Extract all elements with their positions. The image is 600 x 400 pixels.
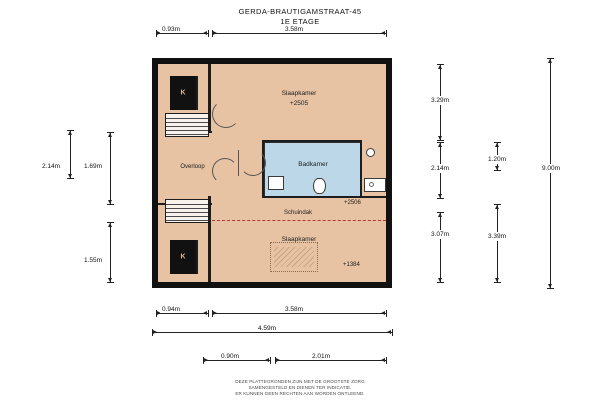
dim-rightmid-tick-d [494,282,501,283]
dim-left-3-label: 1.55m [84,257,103,264]
dim-bottom1-2-line [212,313,386,314]
staircase-down [165,199,209,223]
page-subtitle: 1E ETAGE [280,17,320,26]
dim-right-2-label: 2.14m [431,165,450,172]
dim-bottom1-tick-d [386,310,387,317]
dim-bottom3-tick-d [386,357,387,364]
dim-top-arrow-c [213,31,217,35]
dim-bottom1-tick-b [208,310,209,317]
room-overloop [173,132,212,204]
dim-left-tick-f [107,282,114,283]
dim-rightmid-2-line [497,204,498,282]
dim-right-3-line [440,212,441,282]
dim-right-arrow-c [438,143,442,147]
dim-top-1-label: 0.93m [162,26,181,33]
dim-right-tick-f [437,282,444,283]
dim-left-tick-d [107,204,114,205]
dim-top-1-line [156,33,208,34]
hatched-area [270,242,318,272]
room-slaapkamer-top [212,64,386,132]
dim-right-arrow-e [438,213,442,217]
dim-bottom2-line [152,332,392,333]
dim-bottom3-1-line [203,360,270,361]
dim-left-arrow-d [108,200,112,204]
dim-rightmid-arrow-d [495,278,499,282]
toilet-icon [313,178,326,194]
dim-rightmid-arrow-b [495,166,499,170]
dim-bottom3-arrow-d [381,358,385,362]
dim-rightouter-label: 9.00m [542,165,561,172]
closet-top [170,76,196,110]
wall-bath-right [360,140,362,198]
dim-top-2-line [212,33,386,34]
dim-rightouter-arrow-b [548,284,552,288]
dim-right-1-label: 3.29m [431,97,450,104]
dim-left-arrow-c [108,133,112,137]
schuindak-label: Schuindak [284,210,313,216]
dim-right-3-label: 3.07m [431,231,450,238]
dim-left-tick-b [67,178,74,179]
dim-top-arrow-b [203,31,207,35]
dim-right-tick-d [437,198,444,199]
dim-bottom1-1-label: 0.94m [162,306,181,313]
dim-bottom1-arrow-c [213,311,217,315]
dim-left-arrow-e [108,223,112,227]
dim-rightmid-tick-b [494,170,501,171]
dim-top-arrow-d [381,31,385,35]
room-area-slaapkamer-top: +2505 [289,100,309,107]
room-label-slaapkamer-bottom: Slaapkamer [281,236,317,243]
bathtub-drain-icon [369,182,374,187]
dim-bottom3-2-line [275,360,386,361]
dim-bottom2-arrow-b [387,330,391,334]
wall-closet-bottom-edge [196,240,198,274]
dim-left-1-label: 2.14m [42,163,61,170]
disclaimer-line-3: ER KUNNEN GEEN RECHTEN AAN WORDEN ONTLEEND. [235,391,365,396]
dim-bottom3-tick-b [270,357,271,364]
door-leaf-badkamer [238,150,239,176]
disclaimer-line-2: SAMENGESTELD EN DIENEN TER INDICATIE. [248,385,352,390]
schuindak-line [212,220,386,221]
dim-right-tick-b [437,140,444,141]
dim-right-arrow-b [438,136,442,140]
dim-rightmid-1-label: 1.20m [488,156,507,163]
dim-right-arrow-f [438,278,442,282]
room-area-slaapkamer-bottom: +1384 [343,262,360,268]
dim-rightouter-arrow-a [548,59,552,63]
dim-left-1-line [70,130,71,178]
room-label-overloop: Overloop [180,164,205,170]
dim-bottom3-arrow-c [276,358,280,362]
sink-icon [268,176,284,190]
dim-rightouter-line [550,58,551,288]
dim-right-arrow-a [438,65,442,69]
bathtub-icon [364,178,386,192]
shower-drain-icon [366,148,375,157]
closet-bottom-label: K [180,253,186,261]
room-label-badkamer: Badkamer [298,161,328,168]
door-overloop [212,158,238,184]
dim-bottom1-arrow-d [381,311,385,315]
dim-left-arrow-f [108,278,112,282]
wall-closet-top-edge [196,76,198,110]
dim-bottom3-arrow-a [204,358,208,362]
closet-bottom [170,240,196,274]
dim-left-arrow-b [68,174,72,178]
closet-top-label: K [180,89,186,97]
dim-left-2-line [110,132,111,204]
wall-bath-top [262,140,362,142]
dim-top-tick-b [208,30,209,37]
dim-rightouter-tick-b [547,288,554,289]
dim-rightmid-2-label: 3.39m [488,233,507,240]
dim-bottom3-2-label: 2.01m [312,353,331,360]
door-badkamer [240,150,266,176]
dim-bottom2-label: 4.59m [258,325,277,332]
dim-top-2-label: 3.58m [285,26,304,33]
dim-left-3-line [110,222,111,282]
door-slaapkamer-top [212,100,240,128]
dim-bottom2-tick-b [392,329,393,336]
dim-rightmid-arrow-c [495,205,499,209]
dim-bottom2-arrow-a [153,330,157,334]
dim-top-tick-d [386,30,387,37]
hatch-pattern [274,247,314,267]
dim-right-arrow-d [438,194,442,198]
wall-bath-bottom [262,196,386,198]
dim-bottom1-1-line [156,313,208,314]
disclaimer-line-1: DEZE PLATTEGRONDEN ZIJN MET DE GROOTSTE ZORG [235,379,365,384]
room-area-badkamer: +2506 [344,200,361,206]
dim-bottom3-arrow-b [265,358,269,362]
room-label-slaapkamer-top: Slaapkamer [281,90,317,97]
dim-bottom3-1-label: 0.90m [221,353,240,360]
staircase-up [165,113,209,137]
page-title: GERDA-BRAUTIGAMSTRAAT-45 [238,7,362,16]
dim-left-arrow-a [68,131,72,135]
dim-left-2-label: 1.69m [84,163,103,170]
dim-bottom1-2-label: 3.58m [285,306,304,313]
dim-rightmid-arrow-a [495,143,499,147]
dim-bottom1-arrow-b [203,311,207,315]
